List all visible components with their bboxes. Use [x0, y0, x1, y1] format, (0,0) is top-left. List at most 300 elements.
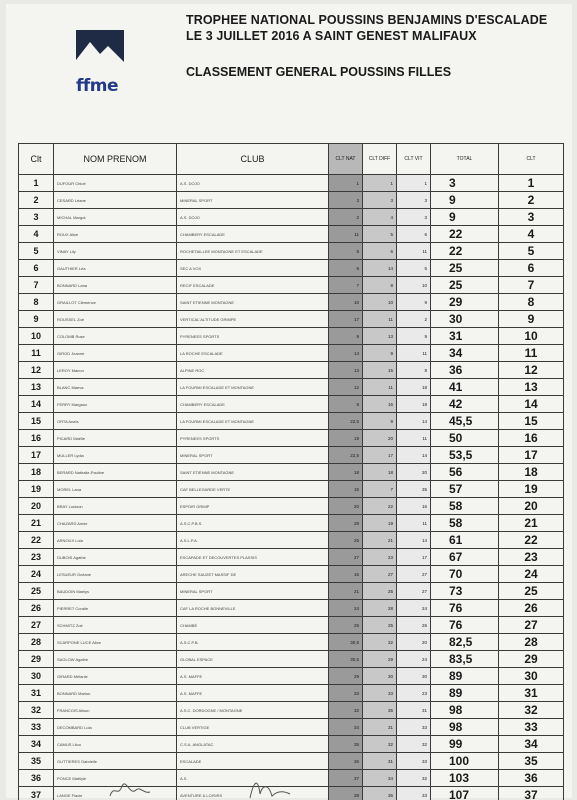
cell-clt-vit: 26: [397, 617, 431, 634]
cell-rank: 3: [19, 209, 54, 226]
cell-clt-diff: 18: [363, 464, 397, 481]
cell-clt-nat: 29: [329, 668, 363, 685]
table-row: [19, 277, 564, 294]
table-row: [19, 226, 564, 243]
cell-rank: 1: [19, 175, 54, 192]
cell-rank: 35: [19, 753, 54, 770]
table-row: [19, 498, 564, 515]
cell-clt: 35: [499, 753, 564, 770]
cell-rank: 4: [19, 226, 54, 243]
table-row: [19, 634, 564, 651]
table-row: [19, 702, 564, 719]
cell-clt-nat: 8: [329, 396, 363, 413]
cell-clt-nat: 20: [329, 498, 363, 515]
cell-clt-nat: 9: [329, 328, 363, 345]
cell-name: ROUX Alice: [54, 226, 177, 243]
cell-clt-vit: 3: [397, 209, 431, 226]
table-row: [19, 430, 564, 447]
cell-clt-vit: 24: [397, 651, 431, 668]
cell-name: GUTTIERES Gabrielle: [54, 753, 177, 770]
cell-rank: 17: [19, 447, 54, 464]
cell-clt-diff: 31: [363, 719, 397, 736]
table-row: [19, 685, 564, 702]
cell-clt: 27: [499, 617, 564, 634]
table-row: [19, 566, 564, 583]
cell-total: 73: [431, 583, 499, 600]
cell-total: 83,5: [431, 651, 499, 668]
col-header-vit: CLT VIT: [397, 144, 431, 175]
cell-club: LA FOURMI ESCALADE ET MONTAGNE: [177, 379, 329, 396]
cell-clt-nat: 15: [329, 481, 363, 498]
cell-clt-diff: 33: [363, 685, 397, 702]
document-header: [186, 12, 566, 80]
cell-clt-nat: 5: [329, 243, 363, 260]
cell-clt-nat: 12: [329, 379, 363, 396]
cell-name: GIROD Jeanne: [54, 345, 177, 362]
cell-clt-nat: 7: [329, 277, 363, 294]
cell-clt-nat: 35: [329, 736, 363, 753]
cell-rank: 31: [19, 685, 54, 702]
cell-rank: 13: [19, 379, 54, 396]
cell-clt-diff: 19: [363, 515, 397, 532]
cell-rank: 18: [19, 464, 54, 481]
cell-club: SEC A VOX: [177, 260, 329, 277]
cell-clt-diff: 28: [363, 600, 397, 617]
cell-clt-diff: 7: [363, 481, 397, 498]
cell-clt-nat: 10: [329, 294, 363, 311]
cell-name: GAUTHIER Léa: [54, 260, 177, 277]
cell-club: MINERAL SPORT: [177, 447, 329, 464]
cell-total: 9: [431, 209, 499, 226]
col-header-diff: CLT DIFF: [363, 144, 397, 175]
cell-total: 36: [431, 362, 499, 379]
cell-total: 9: [431, 192, 499, 209]
cell-clt: 7: [499, 277, 564, 294]
cell-rank: 10: [19, 328, 54, 345]
cell-clt-diff: 22: [363, 498, 397, 515]
cell-clt-diff: 1: [363, 175, 397, 192]
cell-clt-vit: 27: [397, 583, 431, 600]
cell-clt-vit: 3: [397, 192, 431, 209]
cell-rank: 11: [19, 345, 54, 362]
cell-clt-nat: 34: [329, 719, 363, 736]
table-row: [19, 515, 564, 532]
cell-clt: 15: [499, 413, 564, 430]
cell-rank: 25: [19, 583, 54, 600]
cell-club: A.S. MAFFE: [177, 685, 329, 702]
cell-clt: 16: [499, 430, 564, 447]
cell-clt-vit: 20: [397, 634, 431, 651]
header-date-location: LE 3 JUILLET 2016 A SAINT GENEST MALIFAUX: [186, 29, 477, 43]
cell-name: BAUDOIN Maelys: [54, 583, 177, 600]
col-header-name: NOM PRENOM: [54, 144, 177, 175]
cell-clt-diff: 34: [363, 770, 397, 787]
cell-rank: 36: [19, 770, 54, 787]
cell-name: SAGLOW Agathe: [54, 651, 177, 668]
cell-rank: 15: [19, 413, 54, 430]
table-row: [19, 651, 564, 668]
cell-club: A.S. MAFFE: [177, 668, 329, 685]
cell-clt-nat: 3: [329, 192, 363, 209]
cell-clt-diff: 9: [363, 413, 397, 430]
cell-clt-diff: 11: [363, 379, 397, 396]
cell-clt-nat: 27: [329, 549, 363, 566]
table-row: [19, 413, 564, 430]
cell-club: CHAMBÉ: [177, 617, 329, 634]
cell-name: CAMUS Lilou: [54, 736, 177, 753]
cell-rank: 16: [19, 430, 54, 447]
cell-clt-vit: 11: [397, 515, 431, 532]
cell-clt-vit: 32: [397, 770, 431, 787]
table-row: [19, 243, 564, 260]
col-header-total: TOTAL: [431, 144, 499, 175]
cell-name: ORTA Anaïs: [54, 413, 177, 430]
cell-club: ESCAPADE ET DECOUVERTES PLASSIS: [177, 549, 329, 566]
cell-clt: 36: [499, 770, 564, 787]
cell-clt-vit: 27: [397, 566, 431, 583]
cell-total: 67: [431, 549, 499, 566]
cell-name: MICHAL Margot: [54, 209, 177, 226]
cell-total: 58: [431, 515, 499, 532]
cell-clt-vit: 11: [397, 345, 431, 362]
cell-clt-vit: 24: [397, 600, 431, 617]
cell-rank: 9: [19, 311, 54, 328]
cell-total: 3: [431, 175, 499, 192]
cell-name: SCHMITZ Zoé: [54, 617, 177, 634]
cell-rank: 7: [19, 277, 54, 294]
cell-clt-vit: 11: [397, 243, 431, 260]
cell-clt-vit: 17: [397, 549, 431, 566]
cell-name: COLOMB Rose: [54, 328, 177, 345]
cell-clt-nat: 22,5: [329, 447, 363, 464]
cell-name: PIERRET Coralie: [54, 600, 177, 617]
cell-name: FRANCOIS Alison: [54, 702, 177, 719]
cell-clt-vit: 5: [397, 260, 431, 277]
cell-clt: 32: [499, 702, 564, 719]
cell-clt: 5: [499, 243, 564, 260]
cell-rank: 32: [19, 702, 54, 719]
cell-name: BLANC Maeva: [54, 379, 177, 396]
cell-club: PYRENEES SPORTS: [177, 328, 329, 345]
cell-name: BONNARD Lana: [54, 277, 177, 294]
cell-clt-nat: 26: [329, 532, 363, 549]
cell-clt-diff: 13: [363, 328, 397, 345]
cell-name: MULLER Lydia: [54, 447, 177, 464]
cell-total: 57: [431, 481, 499, 498]
cell-clt-vit: 31: [397, 702, 431, 719]
cell-club: C.S.A. ANGLATAC: [177, 736, 329, 753]
signature: [100, 772, 340, 800]
cell-clt: 20: [499, 498, 564, 515]
cell-name: BERARD Nathalie-Pauline: [54, 464, 177, 481]
col-header-clt: CLT: [499, 144, 564, 175]
cell-clt-vit: 9: [397, 328, 431, 345]
cell-clt-vit: 11: [397, 430, 431, 447]
cell-total: 103: [431, 770, 499, 787]
cell-rank: 8: [19, 294, 54, 311]
cell-rank: 2: [19, 192, 54, 209]
cell-name: BONNARD Marion: [54, 685, 177, 702]
cell-clt-vit: 18: [397, 379, 431, 396]
cell-total: 22: [431, 243, 499, 260]
cell-name: ROUSSEL Zoé: [54, 311, 177, 328]
col-header-club: CLUB: [177, 144, 329, 175]
cell-club: A.S.C.P.B.: [177, 634, 329, 651]
table-row: [19, 209, 564, 226]
cell-clt-vit: 8: [397, 362, 431, 379]
cell-clt-nat: 33: [329, 685, 363, 702]
cell-clt-nat: 24: [329, 600, 363, 617]
cell-clt: 22: [499, 532, 564, 549]
cell-total: 25: [431, 260, 499, 277]
cell-clt: 29: [499, 651, 564, 668]
cell-total: 89: [431, 668, 499, 685]
cell-clt-nat: 28: [329, 515, 363, 532]
cell-total: 100: [431, 753, 499, 770]
cell-clt-diff: 17: [363, 447, 397, 464]
cell-clt-nat: 13: [329, 362, 363, 379]
logo-text: ffme: [76, 76, 119, 96]
table-row: [19, 736, 564, 753]
table-row: [19, 549, 564, 566]
table-row: [19, 192, 564, 209]
cell-club: ROCHETAILLEE MONTAGNE ET ESCALADE: [177, 243, 329, 260]
cell-rank: 34: [19, 736, 54, 753]
cell-clt-vit: 30: [397, 668, 431, 685]
cell-clt-vit: 18: [397, 396, 431, 413]
cell-clt-vit: 14: [397, 413, 431, 430]
cell-club: CAF BELLEGARDE VERTE: [177, 481, 329, 498]
cell-clt-nat: 38: [329, 787, 363, 800]
cell-clt-diff: 9: [363, 345, 397, 362]
table-row: [19, 311, 564, 328]
cell-name: GRAILLOT Clémence: [54, 294, 177, 311]
cell-clt-diff: 31: [363, 753, 397, 770]
cell-clt: 18: [499, 464, 564, 481]
cell-clt-vit: 16: [397, 498, 431, 515]
table-row: [19, 617, 564, 634]
cell-clt-diff: 10: [363, 294, 397, 311]
cell-club: CHAMBERY ESCALADE: [177, 226, 329, 243]
cell-clt-vit: 23: [397, 685, 431, 702]
cell-clt: 30: [499, 668, 564, 685]
cell-rank: 5: [19, 243, 54, 260]
cell-clt-vit: 35: [397, 481, 431, 498]
cell-clt-vit: 32: [397, 736, 431, 753]
table-row: [19, 600, 564, 617]
cell-clt-vit: 33: [397, 787, 431, 800]
cell-clt: 11: [499, 345, 564, 362]
cell-name: FERRY Margaux: [54, 396, 177, 413]
cell-clt: 25: [499, 583, 564, 600]
cell-club: A.S.: [177, 770, 329, 787]
cell-clt: 37: [499, 787, 564, 800]
cell-clt: 3: [499, 209, 564, 226]
cell-clt: 34: [499, 736, 564, 753]
cell-clt: 13: [499, 379, 564, 396]
cell-clt-nat: 37: [329, 770, 363, 787]
cell-total: 41: [431, 379, 499, 396]
cell-clt-nat: 25: [329, 617, 363, 634]
table-row: [19, 328, 564, 345]
cell-name: VINAY Lily: [54, 243, 177, 260]
cell-total: 76: [431, 617, 499, 634]
cell-club: A.S.C.P.B.S.: [177, 515, 329, 532]
cell-name: LEROY Manon: [54, 362, 177, 379]
cell-total: 42: [431, 396, 499, 413]
cell-clt-nat: 19: [329, 430, 363, 447]
cell-name: LESUEUR Océane: [54, 566, 177, 583]
cell-name: DUFOUR Chloé: [54, 175, 177, 192]
cell-clt-diff: 20: [363, 430, 397, 447]
cell-name: LANGE Flavie: [54, 787, 177, 800]
cell-clt-vit: 6: [397, 226, 431, 243]
cell-clt-vit: 33: [397, 719, 431, 736]
cell-total: 29: [431, 294, 499, 311]
cell-club: SAINT ETIENNE MONTAGNE: [177, 464, 329, 481]
cell-total: 98: [431, 719, 499, 736]
cell-total: 107: [431, 787, 499, 800]
table-row: [19, 260, 564, 277]
cell-clt: 19: [499, 481, 564, 498]
cell-clt: 28: [499, 634, 564, 651]
cell-club: CAF LA ROCHE BONNEVILLE: [177, 600, 329, 617]
table-row: [19, 396, 564, 413]
cell-clt: 24: [499, 566, 564, 583]
table-row: [19, 294, 564, 311]
cell-club: A.S.C. DORDOGNE / MONTAGNE: [177, 702, 329, 719]
cell-total: 70: [431, 566, 499, 583]
cell-clt-nat: 16: [329, 566, 363, 583]
cell-rank: 12: [19, 362, 54, 379]
cell-club: ESCALADE: [177, 753, 329, 770]
cell-clt: 6: [499, 260, 564, 277]
cell-clt: 8: [499, 294, 564, 311]
cell-clt-diff: 25: [363, 617, 397, 634]
cell-clt-diff: 14: [363, 260, 397, 277]
cell-clt: 9: [499, 311, 564, 328]
cell-clt-diff: 27: [363, 566, 397, 583]
cell-total: 34: [431, 345, 499, 362]
cell-name: DUBOIS Agathe: [54, 549, 177, 566]
cell-clt: 10: [499, 328, 564, 345]
cell-rank: 28: [19, 634, 54, 651]
cell-total: 53,5: [431, 447, 499, 464]
cell-total: 25: [431, 277, 499, 294]
cell-total: 31: [431, 328, 499, 345]
cell-clt-nat: 32: [329, 702, 363, 719]
cell-total: 76: [431, 600, 499, 617]
cell-clt-nat: 11: [329, 226, 363, 243]
cell-clt-nat: 30,5: [329, 651, 363, 668]
table-row: [19, 175, 564, 192]
table-row: [19, 719, 564, 736]
cell-rank: 27: [19, 617, 54, 634]
cell-club: ALPINE ROC: [177, 362, 329, 379]
cell-total: 45,5: [431, 413, 499, 430]
cell-clt: 14: [499, 396, 564, 413]
cell-total: 50: [431, 430, 499, 447]
cell-club: ESPOIR GRIMP: [177, 498, 329, 515]
cell-name: SCARPONE LUCE Alice: [54, 634, 177, 651]
table-row: [19, 464, 564, 481]
cell-total: 82,5: [431, 634, 499, 651]
cell-club: PYRENEES SPORTS: [177, 430, 329, 447]
cell-club: AVENTURE & LOISIRS: [177, 787, 329, 800]
cell-clt-diff: 23: [363, 549, 397, 566]
cell-clt-nat: 17: [329, 311, 363, 328]
cell-total: 30: [431, 311, 499, 328]
cell-club: RECIF ESCALADE: [177, 277, 329, 294]
cell-clt-vit: 14: [397, 447, 431, 464]
cell-name: BRAY Louison: [54, 498, 177, 515]
cell-rank: 6: [19, 260, 54, 277]
col-header-rank: Clt: [19, 144, 54, 175]
cell-rank: 22: [19, 532, 54, 549]
cell-clt-diff: 30: [363, 668, 397, 685]
cell-name: PICARD Maëlle: [54, 430, 177, 447]
cell-clt-vit: 14: [397, 532, 431, 549]
cell-clt-diff: 35: [363, 702, 397, 719]
cell-clt-diff: 6: [363, 243, 397, 260]
cell-rank: 37: [19, 787, 54, 800]
table-row: [19, 668, 564, 685]
cell-club: A.S.L.P.A.: [177, 532, 329, 549]
cell-clt-vit: 2: [397, 311, 431, 328]
cell-clt-diff: 5: [363, 226, 397, 243]
cell-clt-vit: 33: [397, 753, 431, 770]
table-row: [19, 345, 564, 362]
table-row: [19, 583, 564, 600]
cell-clt-vit: 9: [397, 294, 431, 311]
col-header-nat: CLT NAT: [329, 144, 363, 175]
table-row: [19, 753, 564, 770]
header-category: CLASSEMENT GENERAL POUSSINS FILLES: [186, 65, 452, 79]
cell-clt-diff: 11: [363, 311, 397, 328]
cell-name: MOREL Lana: [54, 481, 177, 498]
cell-rank: 20: [19, 498, 54, 515]
cell-clt-nat: 1: [329, 175, 363, 192]
cell-club: A.S. DOJO: [177, 209, 329, 226]
cell-clt-nat: 22,5: [329, 413, 363, 430]
cell-clt-diff: 16: [363, 396, 397, 413]
cell-club: CHAMBERY ESCALADE: [177, 396, 329, 413]
cell-clt: 33: [499, 719, 564, 736]
cell-clt-diff: 3: [363, 192, 397, 209]
cell-club: LA FOURMI ESCALADE ET MONTAGNE: [177, 413, 329, 430]
table-row: [19, 362, 564, 379]
cell-clt-diff: 32: [363, 634, 397, 651]
table-row: [19, 379, 564, 396]
cell-club: MINERAL SPORT: [177, 192, 329, 209]
cell-club: VERTICAL'ALTITUDE GRIMPE: [177, 311, 329, 328]
cell-clt: 12: [499, 362, 564, 379]
cell-total: 22: [431, 226, 499, 243]
cell-clt-diff: 8: [363, 277, 397, 294]
cell-clt: 1: [499, 175, 564, 192]
cell-clt: 4: [499, 226, 564, 243]
cell-club: SAINT ETIENNE MONTAGNE: [177, 294, 329, 311]
cell-rank: 24: [19, 566, 54, 583]
cell-clt: 17: [499, 447, 564, 464]
cell-clt-nat: 18: [329, 464, 363, 481]
cell-club: GLOBAL ESPACE: [177, 651, 329, 668]
cell-clt-nat: 36: [329, 753, 363, 770]
cell-total: 56: [431, 464, 499, 481]
cell-club: LA ROCHE ESCALADE: [177, 345, 329, 362]
cell-clt-diff: 29: [363, 651, 397, 668]
cell-name: ARNOUX Lola: [54, 532, 177, 549]
